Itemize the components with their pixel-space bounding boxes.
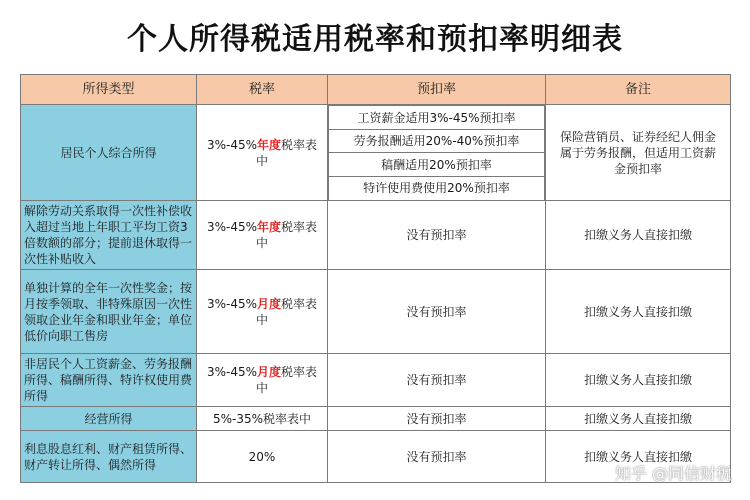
rate-range: 3%-45% xyxy=(206,220,257,234)
rate-suffix: 税率表中 xyxy=(255,296,318,327)
tax-rate-cell xyxy=(197,201,328,270)
income-type-cell: 单独计算的全年一次性奖金；按月按季领取、非特殊原因一次性领取企业年金和职业年金；单位低价向职工售房 xyxy=(21,270,197,354)
withholding-cell: 没有预扣率 xyxy=(328,270,546,354)
income-type-cell: 解除劳动关系取得一次性补偿收入超过当地上年职工平均工资3倍数额的部分；提前退休取得一次性补贴收入 xyxy=(21,201,197,270)
withholding-cell xyxy=(328,105,546,201)
header-note: 备注 xyxy=(546,75,731,105)
table-row xyxy=(21,270,731,354)
rate-range: 3%-45% xyxy=(206,365,257,379)
table-header-row xyxy=(21,75,731,105)
withholding-cell: 没有预扣率 xyxy=(328,431,546,483)
tax-rate-cell xyxy=(197,270,328,354)
note-cell: 扣缴义务人直接扣缴 xyxy=(546,354,731,407)
header-withholding-rate: 预扣率 xyxy=(328,75,546,105)
withholding-item: 劳务报酬适用20%-40%预扣率 xyxy=(329,129,545,153)
tax-rate-cell: 20% xyxy=(197,431,328,483)
rate-range: 3%-45% xyxy=(206,296,257,311)
withholding-sublist xyxy=(328,105,545,200)
tax-rate-cell xyxy=(197,354,328,407)
note-cell: 扣缴义务人直接扣缴 xyxy=(546,270,731,354)
tax-rate-cell xyxy=(197,105,328,201)
withholding-item: 特许使用费使用20%预扣率 xyxy=(329,176,545,200)
table-row xyxy=(21,407,731,431)
rate-period-highlight: 年度 xyxy=(257,137,282,152)
note-cell: 扣缴义务人直接扣缴 xyxy=(546,431,731,483)
withholding-cell: 没有预扣率 xyxy=(328,354,546,407)
rate-suffix: 税率表中 xyxy=(255,365,318,395)
tax-rate-cell: 5%-35%税率表中 xyxy=(197,407,328,431)
rate-suffix: 税率表中 xyxy=(255,137,318,168)
header-income-type: 所得类型 xyxy=(21,75,197,105)
table-row xyxy=(21,105,731,201)
note-cell: 扣缴义务人直接扣缴 xyxy=(546,201,731,270)
table-row xyxy=(21,201,731,270)
note-cell: 扣缴义务人直接扣缴 xyxy=(546,407,731,431)
rate-period-highlight: 年度 xyxy=(257,220,282,234)
withholding-item: 工资薪金适用3%-45%预扣率 xyxy=(329,106,545,130)
income-type-cell: 居民个人综合所得 xyxy=(21,105,197,201)
rate-period-highlight: 月度 xyxy=(257,365,282,379)
withholding-cell: 没有预扣率 xyxy=(328,201,546,270)
watermark-text: 知乎 @同信财税 xyxy=(614,464,732,483)
note-cell: 保险营销员、证券经纪人佣金属于劳务报酬，但适用工资薪金预扣率 xyxy=(546,105,731,201)
withholding-cell: 没有预扣率 xyxy=(328,407,546,431)
income-type-cell: 经营所得 xyxy=(21,407,197,431)
header-tax-rate: 税率 xyxy=(197,75,328,105)
page-title: 个人所得税适用税率和预扣率明细表 xyxy=(127,22,623,57)
table-row xyxy=(21,354,731,407)
withholding-item: 稿酬适用20%预扣率 xyxy=(329,153,545,177)
rate-period-highlight: 月度 xyxy=(257,296,282,311)
rate-range: 3%-45% xyxy=(206,137,257,152)
watermark xyxy=(615,461,732,484)
rate-suffix: 税率表中 xyxy=(255,220,318,250)
income-type-cell: 非居民个人工资薪金、劳务报酬所得、稿酬所得、特许权使用费所得 xyxy=(21,354,197,407)
tax-rate-table xyxy=(20,74,731,483)
income-type-cell: 利息股息红利、财产租赁所得、财产转让所得、偶然所得 xyxy=(21,431,197,483)
